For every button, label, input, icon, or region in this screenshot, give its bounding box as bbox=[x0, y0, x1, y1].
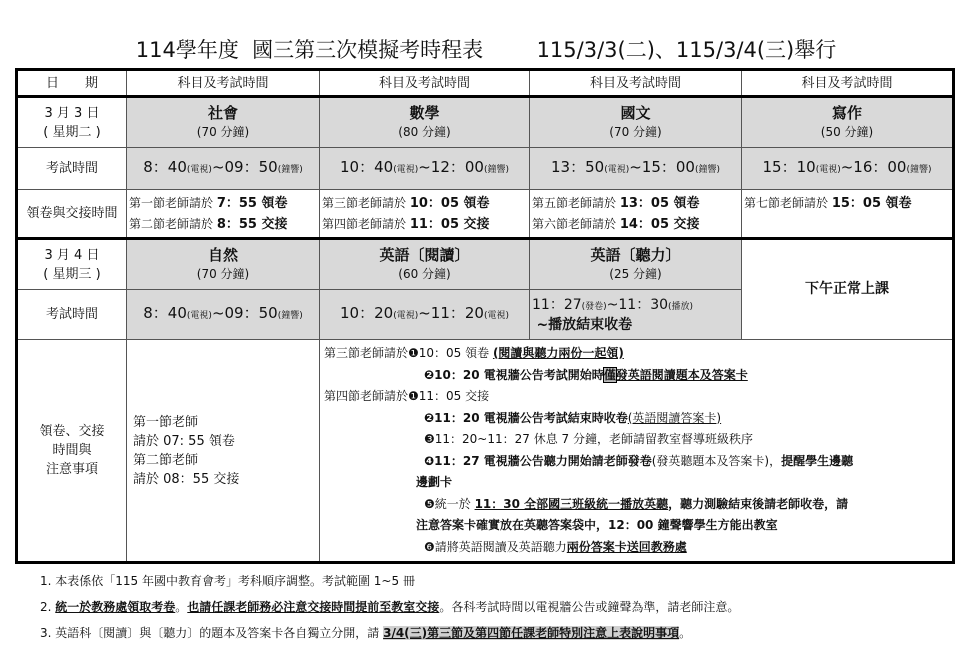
note-line: ❸11：20~11：27 休息 7 分鐘，老師請留教室督導班級秩序 bbox=[424, 432, 753, 446]
subject-cell: 社會 (70 分鐘) bbox=[127, 97, 320, 148]
note-line: 第四節老師請於❶11：05 交接 bbox=[324, 389, 490, 403]
subject-cell: 自然 (70 分鐘) bbox=[127, 239, 320, 290]
day1-date: 3 月 3 日 ( 星期二 ) bbox=[17, 97, 127, 148]
handover-cell: 第五節老師請於 13：05 領卷 第六節老師請於 14：05 交接 bbox=[530, 190, 742, 239]
col-header: 科目及考試時間 bbox=[742, 70, 954, 97]
note-line: ❻請將英語閱讀及英語聽力兩份答案卡送回教務處 bbox=[424, 539, 687, 554]
day2-subject-row bbox=[17, 239, 954, 290]
day1-time-row bbox=[17, 148, 954, 190]
english-notes bbox=[320, 340, 954, 563]
first-period-note: 第一節老師 請於 07: 55 領卷 第二節老師 請於 08：55 交接 bbox=[127, 340, 320, 563]
header-row bbox=[17, 70, 954, 97]
footnote-1: 1. 本表係依「115 年國中教育會考」考科順序調整。考試範圍 1~5 冊 bbox=[40, 574, 415, 588]
afternoon-cell: 下午正常上課 bbox=[742, 239, 954, 340]
subject-cell: 國文 (70 分鐘) bbox=[530, 97, 742, 148]
day1-handover-row bbox=[17, 190, 954, 239]
col-header: 科目及考試時間 bbox=[320, 70, 530, 97]
exam-time: 13：50(電視)~15：00(鐘響) bbox=[530, 148, 742, 190]
day2-date: 3 月 4 日 ( 星期三 ) bbox=[17, 239, 127, 290]
col-header: 科目及考試時間 bbox=[530, 70, 742, 97]
subject-cell: 寫作 (50 分鐘) bbox=[742, 97, 954, 148]
notes-row bbox=[17, 340, 954, 563]
handover-cell: 第七節老師請於 15：05 領卷 bbox=[742, 190, 954, 239]
footnote-3: 3. 英語科〔閱讀〕與〔聽力〕的題本及答案卡各自獨立分開，請 3/4(三)第三節及第四節任課老師特別注意上表說明事項。 bbox=[40, 626, 692, 640]
day1-subject-row bbox=[17, 97, 954, 148]
notes-label: 領卷、交接 時間與 注意事項 bbox=[17, 340, 127, 563]
note-line: 第三節老師請於❶10：05 領卷 (閱讀與聽力兩份一起領) bbox=[324, 346, 624, 360]
schedule-table bbox=[15, 68, 955, 564]
time-label: 考試時間 bbox=[17, 148, 127, 190]
footnote-2: 2. 統一於教務處領取考卷。也請任課老師務必注意交接時間提前至教室交接。各科考試時間以電視牆公告或鐘聲為準，請老師注意。 bbox=[40, 600, 740, 614]
exam-time: 8：40(電視)~09：50(鐘響) bbox=[127, 148, 320, 190]
date-header: 日 期 bbox=[17, 70, 127, 97]
handover-cell: 第三節老師請於 10：05 領卷 第四節老師請於 11：05 交接 bbox=[320, 190, 530, 239]
exam-time: 10：40(電視)~12：00(鐘響) bbox=[320, 148, 530, 190]
time-label: 考試時間 bbox=[17, 290, 127, 340]
note-line: ❹11：27 電視牆公告聽力開始請老師發卷(發英聽題本及答案卡)，提醒學生邊聽 bbox=[424, 453, 854, 468]
exam-time: 11：27(發卷)~11：30(播放) ~播放結束收卷 bbox=[530, 290, 742, 340]
note-line: ❷11：20 電視牆公告考試結束時收卷(英語閱讀答案卡) bbox=[424, 410, 722, 425]
note-line: 邊劃卡 bbox=[416, 475, 453, 489]
exam-time: 15：10(電視)~16：00(鐘響) bbox=[742, 148, 954, 190]
subject-cell: 數學 (80 分鐘) bbox=[320, 97, 530, 148]
note-line: 注意答案卡確實放在英聽答案袋中，12：00 鐘聲響學生方能出教室 bbox=[416, 518, 778, 532]
subject-cell: 英語〔聽力〕 (25 分鐘) bbox=[530, 239, 742, 290]
exam-time: 10：20(電視)~11：20(電視) bbox=[320, 290, 530, 340]
subject-cell: 英語〔閱讀〕 (60 分鐘) bbox=[320, 239, 530, 290]
col-header: 科目及考試時間 bbox=[127, 70, 320, 97]
note-line: ❺統一於 11：30 全部國三班級統一播放英聽，聽力測驗結束後請老師收卷，請 bbox=[424, 496, 849, 511]
exam-time: 8：40(電視)~09：50(鐘響) bbox=[127, 290, 320, 340]
note-line: ❷10：20 電視牆公告考試開始時僅發英語閱讀題本及答案卡 bbox=[424, 367, 748, 382]
handover-cell: 第一節老師請於 7：55 領卷 第二節老師請於 8：55 交接 bbox=[127, 190, 320, 239]
page-title: 114學年度 國三第三次模擬考時程表 115/3/3(二)、115/3/4(三)舉行 bbox=[135, 38, 837, 62]
handover-label: 領卷與交接時間 bbox=[17, 190, 127, 239]
